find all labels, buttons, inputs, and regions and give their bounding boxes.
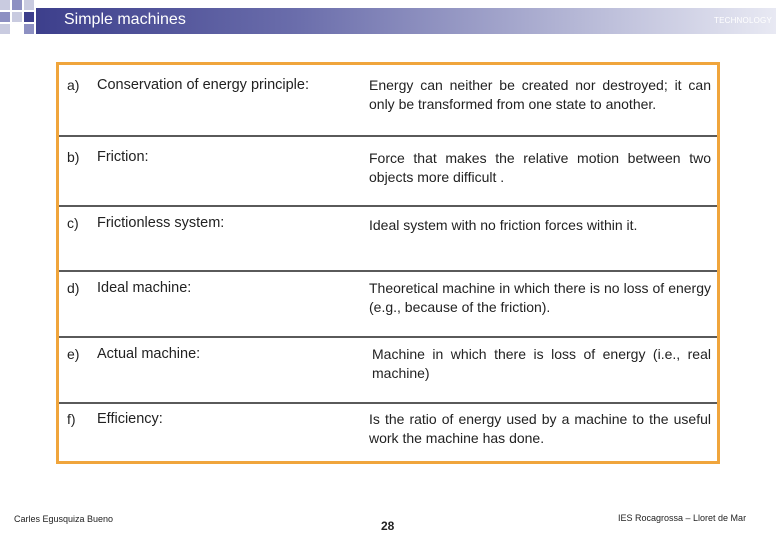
decor-square (24, 0, 34, 10)
header-bar (0, 0, 780, 36)
footer-school: IES Rocagrossa – Lloret de Mar (618, 513, 747, 523)
footer-author: Carles Egusquiza Bueno (14, 514, 114, 524)
row-letter: a) (67, 77, 80, 93)
row-term: Conservation of energy principle: (97, 77, 309, 93)
row-letter: e) (67, 346, 80, 362)
decor-square (0, 12, 10, 22)
row-letter: b) (67, 149, 80, 165)
row-letter: c) (67, 215, 79, 231)
row-definition: Theoretical machine in which there is no loss of energy (e.g., because of the friction). (369, 280, 711, 315)
table-row (59, 137, 717, 207)
row-definition: Machine in which there is loss of energy (i.e., real machine) (372, 346, 711, 381)
row-definition: Force that makes the relative motion between two objects more difficult . (369, 150, 711, 185)
subject-label: TECHNOLOGY (713, 16, 772, 25)
table-row (59, 272, 717, 338)
row-term: Actual machine: (97, 346, 201, 362)
row-term: Efficiency: (97, 411, 163, 427)
row-term: Ideal machine: (97, 280, 192, 296)
decor-square (12, 0, 22, 10)
table-row (59, 404, 717, 461)
decor-square (24, 24, 34, 34)
row-definition: Is the ratio of energy used by a machine to the useful work the machine has done. (369, 411, 711, 446)
page-title: Simple machines (64, 11, 186, 28)
decor-square (0, 24, 10, 34)
row-letter: d) (67, 280, 80, 296)
page-number: 28 (381, 519, 395, 533)
decor-square (24, 12, 34, 22)
decor-square (12, 12, 22, 22)
row-definition: Ideal system with no friction forces within it. (369, 217, 638, 233)
definitions-table (56, 62, 720, 464)
row-term: Frictionless system: (97, 215, 225, 231)
row-term: Friction: (97, 149, 149, 165)
table-row (59, 338, 717, 404)
table-row (59, 65, 717, 137)
decor-square (0, 0, 10, 10)
row-definition: Energy can neither be created nor destroyed; it can only be transformed from one state to another. (369, 77, 711, 112)
table-row (59, 207, 717, 272)
row-letter: f) (67, 411, 76, 427)
